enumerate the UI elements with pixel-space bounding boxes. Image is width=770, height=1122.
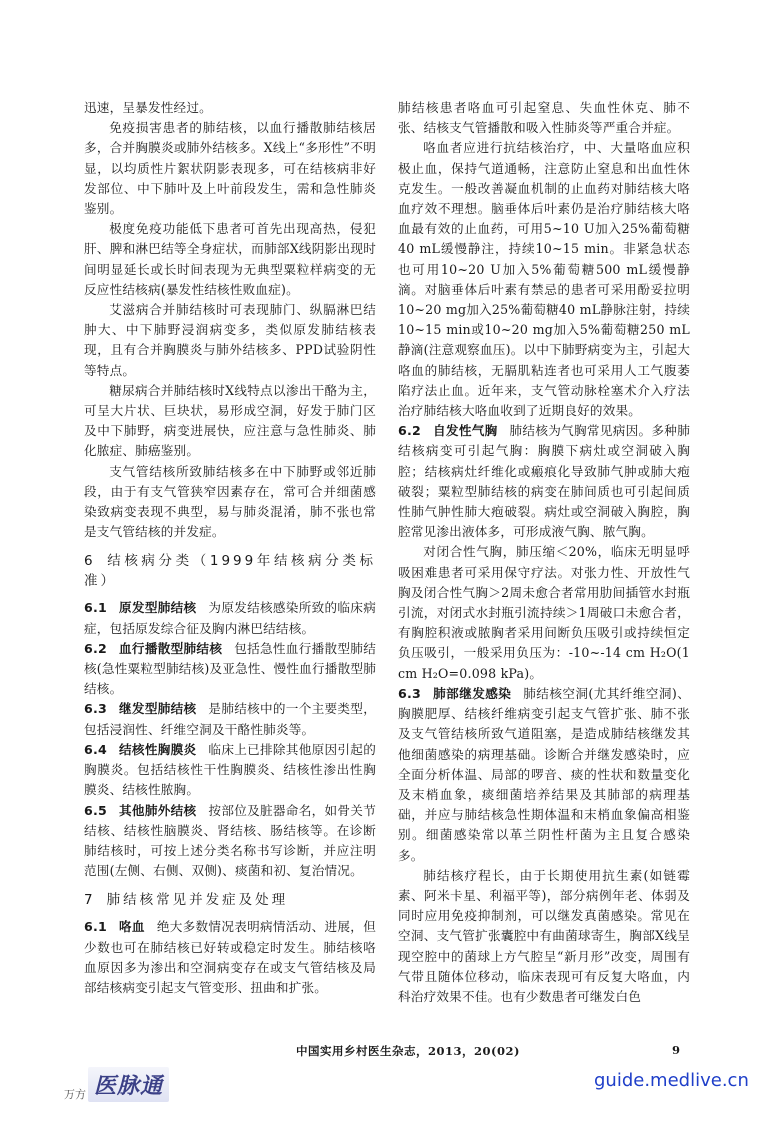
subsection-text: 按部位及脏器命名，如骨关节结核、结核性脑膜炎、肾结核、肠结核等。在诊断肺结核时，可按上述分类名称书写诊断，并应注明范围(左侧、右侧、双侧)、痰菌和初、复治情况。 [84,802,376,879]
paragraph: 迅速，呈暴发性经过。 [84,100,212,115]
left-column [84,98,376,998]
subsection-number: 6.3 [84,701,107,717]
subsection-6-2-pneumothorax [398,421,690,542]
paragraph: 艾滋病合并肺结核时可表现肺门、纵膈淋巴结肿大、中下肺野浸润病变多，类似原发肺结核表现，且有合并胸膜炎与肺外结核多、PPD试验阴性等特点。 [84,302,376,378]
section-title: 肺结核常见并发症及处理 [106,892,289,909]
section-7-heading [84,890,376,910]
subsection-title: 自发性气胸 [432,423,498,439]
section-6-heading [84,551,376,591]
paragraph: 咯血者应进行抗结核治疗，中、大量咯血应积极止血，保持气道通畅，注意防止窒息和出血性休克发生。一般改善凝血机制的止血药对肺结核大咯血疗效不理想。脑垂体后叶素仍是治疗肺结核大咯血最有效的止血药，可用5~10 U加入25%葡萄糖40 mL缓慢静注，持续10~15 min。非紧急状态也可用10~20 U加入5%葡萄糖500 mL缓慢静滴。对脑垂体后叶素有禁忌的患者可采用酚妥拉明10~20 mg加入25%葡萄糖40 mL静脉注射，持续10~15 min或10~20 mg加入5%葡萄糖250 mL静滴(注意观察血压)。以中下肺野病变为主，引起大咯血的肺结核，无膈肌粘连者也可采用人工气腹萎陷疗法止血。近年来，支气管动脉栓塞术介入疗法治疗肺结核大咯血收到了近期良好的效果。 [398,140,690,419]
site-url[interactable]: guide.medlive.cn [594,1070,749,1091]
subsection-text: 为原发结核感染所致的临床病症，包括原发综合征及胸内淋巴结结核。 [84,600,376,636]
section-number: 6 [84,553,93,570]
paragraph: 对闭合性气胸，肺压缩＜20%，临床无明显呼吸困难患者可采用保守疗法。对张力性、开放性气胸及闭合性气胸＞2周未愈合者常用肋间插管水封瓶引流，对闭式水封瓶引流持续＞1周破口未愈合者，有胸腔积液或脓胸者采用间断负压吸引或持续恒定负压吸引，一般采用负压为：-10~-14 cm H₂O(1 cm H₂O=0.098 kPa)。 [398,544,690,681]
subsection-6-5 [84,801,376,882]
subsection-number: 6.5 [84,802,107,818]
medlive-logo [64,1067,169,1102]
subsection-title: 肺部继发感染 [432,685,512,701]
subsection-text: 是肺结核中的一个主要类型，包括浸润性、纤维空洞及干酪性肺炎等。 [84,701,376,737]
journal-citation: 中国实用乡村医生杂志，2013，20(02) [296,1044,520,1058]
subsection-6-1 [84,598,376,638]
subsection-title: 结核性胸膜炎 [118,741,197,757]
subsection-number: 6.2 [84,640,107,656]
subsection-text: 绝大多数情况表明病情活动、进展，但少数也可在肺结核已好转或稳定时发生。肺结核咯血原因多为渗出和空洞病变存在或支气管结核及局部结核病变引起支气管变形、扭曲和扩张。 [84,919,376,995]
subsection-title: 血行播散型肺结核 [118,640,223,656]
subsection-title: 咯血 [118,919,145,935]
subsection-text: 肺结核为气胸常见病因。多种肺结核病变可引起气胸：胸膜下病灶或空洞破入胸腔；结核病灶纤维化或瘢痕化导致肺气肿或肺大疱破裂；粟粒型肺结核的病变在肺间质也可引起间质性肺气肿性肺大疱破裂。病灶或空洞破入胸腔，胸腔常见渗出液体多，可形成液气胸、脓气胸。 [398,423,691,540]
right-column [398,98,690,1007]
subsection-title: 原发型肺结核 [118,600,197,616]
subsection-6-3 [84,699,376,739]
paragraph: 糖尿病合并肺结核时X线特点以渗出干酪为主，可呈大片状、巨块状，易形成空洞，好发于肺门区及中下肺野，病变进展快，应注意与急性肺炎、肺化脓症、肺癌鉴别。 [84,382,376,459]
paragraph: 肺结核疗程长，由于长期使用抗生素(如链霉素、阿米卡星、利福平等)，部分病例年老、体弱及同时应用免疫抑制剂，可以继发真菌感染。常见在空洞、支气管扩张囊腔中有曲菌球寄生，胸部X线呈现空腔中的菌球上方气腔呈“新月形”改变，周围有气带且随体位移动，临床表现可有反复大咯血，内科治疗效果不佳。也有少数患者可继发白色 [398,867,690,1004]
subsection-7-1 [84,917,376,998]
subsection-number: 6.1 [84,919,107,935]
subsection-text: 临床上已排除其他原因引起的胸膜炎。包括结核性干性胸膜炎、结核性渗出性胸膜炎、结核性脓胸。 [84,741,376,798]
section-title: 结核病分类（1999年结核病分类标准） [84,553,376,590]
paragraph: 支气管结核所致肺结核多在中下肺野或邻近肺段，由于有支气管狭窄因素存在，常可合并细菌感染致病变表现不典型，易与肺炎混淆，肺不张也常是支气管结核的并发症。 [84,463,376,540]
paragraph: 肺结核患者咯血可引起窒息、失血性休克、肺不张、结核支气管播散和吸入性肺炎等严重合并症。 [398,100,690,136]
subsection-text: 肺结核空洞(尤其纤维空洞)、胸膜肥厚、结核纤维病变引起支气管扩张、肺不张及支气管结核所致气道阻塞，是造成肺结核继发其他细菌感染的病理基础。诊断合并继发感染时，应全面分析体温、局部的啰音、痰的性状和数量变化及末梢血象，痰细菌培养结果及其肺部的病理基础，并应与肺结核急性期体温和末梢血象偏高相鉴别。细菌感染常以革兰阴性杆菌为主且复合感染多。 [398,685,690,863]
section-number: 7 [84,892,93,909]
subsection-number: 6.2 [398,423,421,439]
subsection-text: 包括急性血行播散型肺结核(急性粟粒型肺结核)及亚急性、慢性血行播散型肺结核。 [84,640,376,697]
paragraph: 极度免疫功能低下患者可首先出现高热，侵犯肝、脾和淋巴结等全身症状，而肺部X线阴影出现时间明显延长或长时间表现为无典型粟粒样病变的无反应性结核病(暴发性结核性败血症)。 [84,221,376,297]
page-number: 9 [672,1043,681,1057]
logo-icon: 医脉通 [88,1067,169,1102]
subsection-number: 6.3 [398,685,421,701]
subsection-title: 其他肺外结核 [118,802,197,818]
subsection-6-2 [84,639,376,700]
subsection-number: 6.1 [84,600,107,616]
subsection-6-3-infection [398,684,690,866]
subsection-6-4 [84,740,376,801]
subsection-title: 继发型肺结核 [118,701,197,717]
logo-prefix: 万方 [64,1088,86,1101]
paragraph: 免疫损害患者的肺结核，以血行播散肺结核居多，合并胸膜炎或肺外结核多。X线上“多形性”不明显，以均质性片絮状阴影表现多，可在结核病非好发部位、中下肺叶及上叶前段发生，需和急性肺炎鉴别。 [84,120,376,217]
subsection-number: 6.4 [84,741,107,757]
